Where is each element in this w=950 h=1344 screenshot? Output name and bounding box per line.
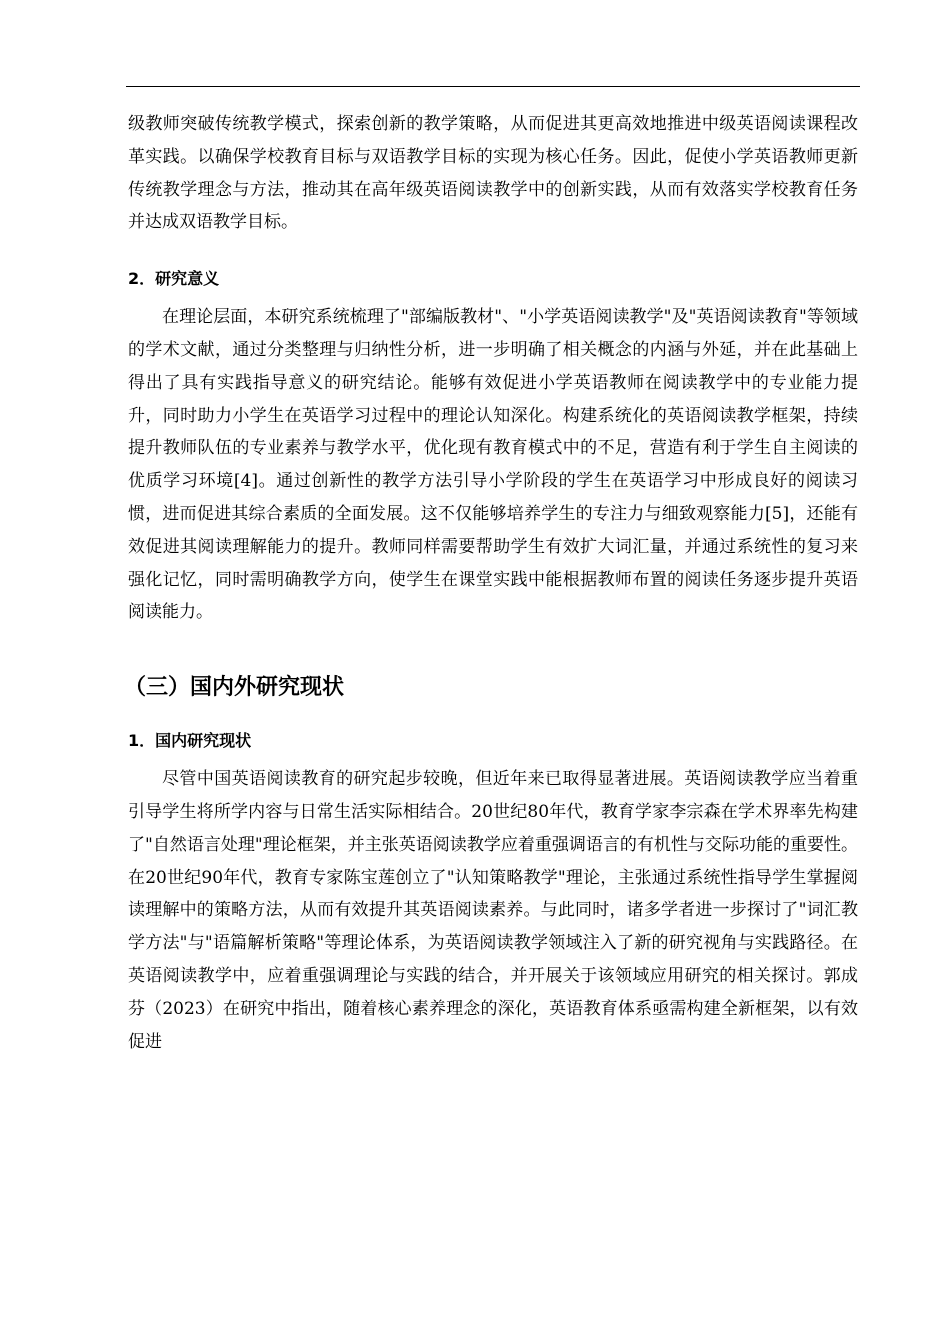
domestic-status-heading: 1．国内研究现状 (128, 731, 252, 751)
page-content (124, 108, 858, 1058)
research-status-heading: （三）国内外研究现状 (124, 675, 345, 701)
significance-heading: 2．研究意义 (128, 269, 220, 289)
intro-paragraph: 级教师突破传统教学模式，探索创新的教学策略，从而促进其更高效地推进中级英语阅读课程改革实践。以确保学校教育目标与双语教学目标的实现为核心任务。因此，促使小学英语教师更新传统教学理念与方法，推动其在高年级英语阅读教学中的创新实践，从而有效落实学校教育任务并达成双语教学目标。 (128, 114, 858, 233)
header-rule (126, 86, 860, 87)
significance-paragraph: 在理论层面，本研究系统梳理了"部编版教材"、"小学英语阅读教学"及"英语阅读教育"等领域的学术文献，通过分类整理与归纳性分析，进一步明确了相关概念的内涵与外延，并在此基础上得出了具有实践指导意义的研究结论。能够有效促进小学英语教师在阅读教学中的专业能力提升，同时助力小学生在英语学习过程中的理论认知深化。构建系统化的英语阅读教学框架，持续提升教师队伍的专业素养与教学水平，优化现有教育模式中的不足，营造有利于学生自主阅读的优质学习环境[4]。通过创新性的教学方法引导小学阶段的学生在英语学习中形成良好的阅读习惯，进而促进其综合素质的全面发展。这不仅能够培养学生的专注力与细致观察能力[5]，还能有效促进其阅读理解能力的提升。教师同样需要帮助学生有效扩大词汇量，并通过系统性的复习来强化记忆，同时需明确教学方向，使学生在课堂实践中能根据教师布置的阅读任务逐步提升英语阅读能力。 (128, 307, 858, 623)
domestic-status-paragraph: 尽管中国英语阅读教育的研究起步较晚，但近年来已取得显著进展。英语阅读教学应当着重引导学生将所学内容与日常生活实际相结合。20世纪80年代，教育学家李宗森在学术界率先构建了"自然语言处理"理论框架，并主张英语阅读教学应着重强调语言的有机性与交际功能的重要性。在20世纪90年代，教育专家陈宝莲创立了"认知策略教学"理论，主张通过系统性指导学生掌握阅读理解中的策略方法，从而有效提升其英语阅读素养。与此同时，诸多学者进一步探讨了"词汇教学方法"与"语篇解析策略"等理论体系，为英语阅读教学领域注入了新的研究视角与实践路径。在英语阅读教学中，应着重强调理论与实践的结合，并开展关于该领域应用研究的相关探讨。郭成芬（2023）在研究中指出，随着核心素养理念的深化，英语教育体系亟需构建全新框架，以有效促进 (128, 769, 858, 1052)
